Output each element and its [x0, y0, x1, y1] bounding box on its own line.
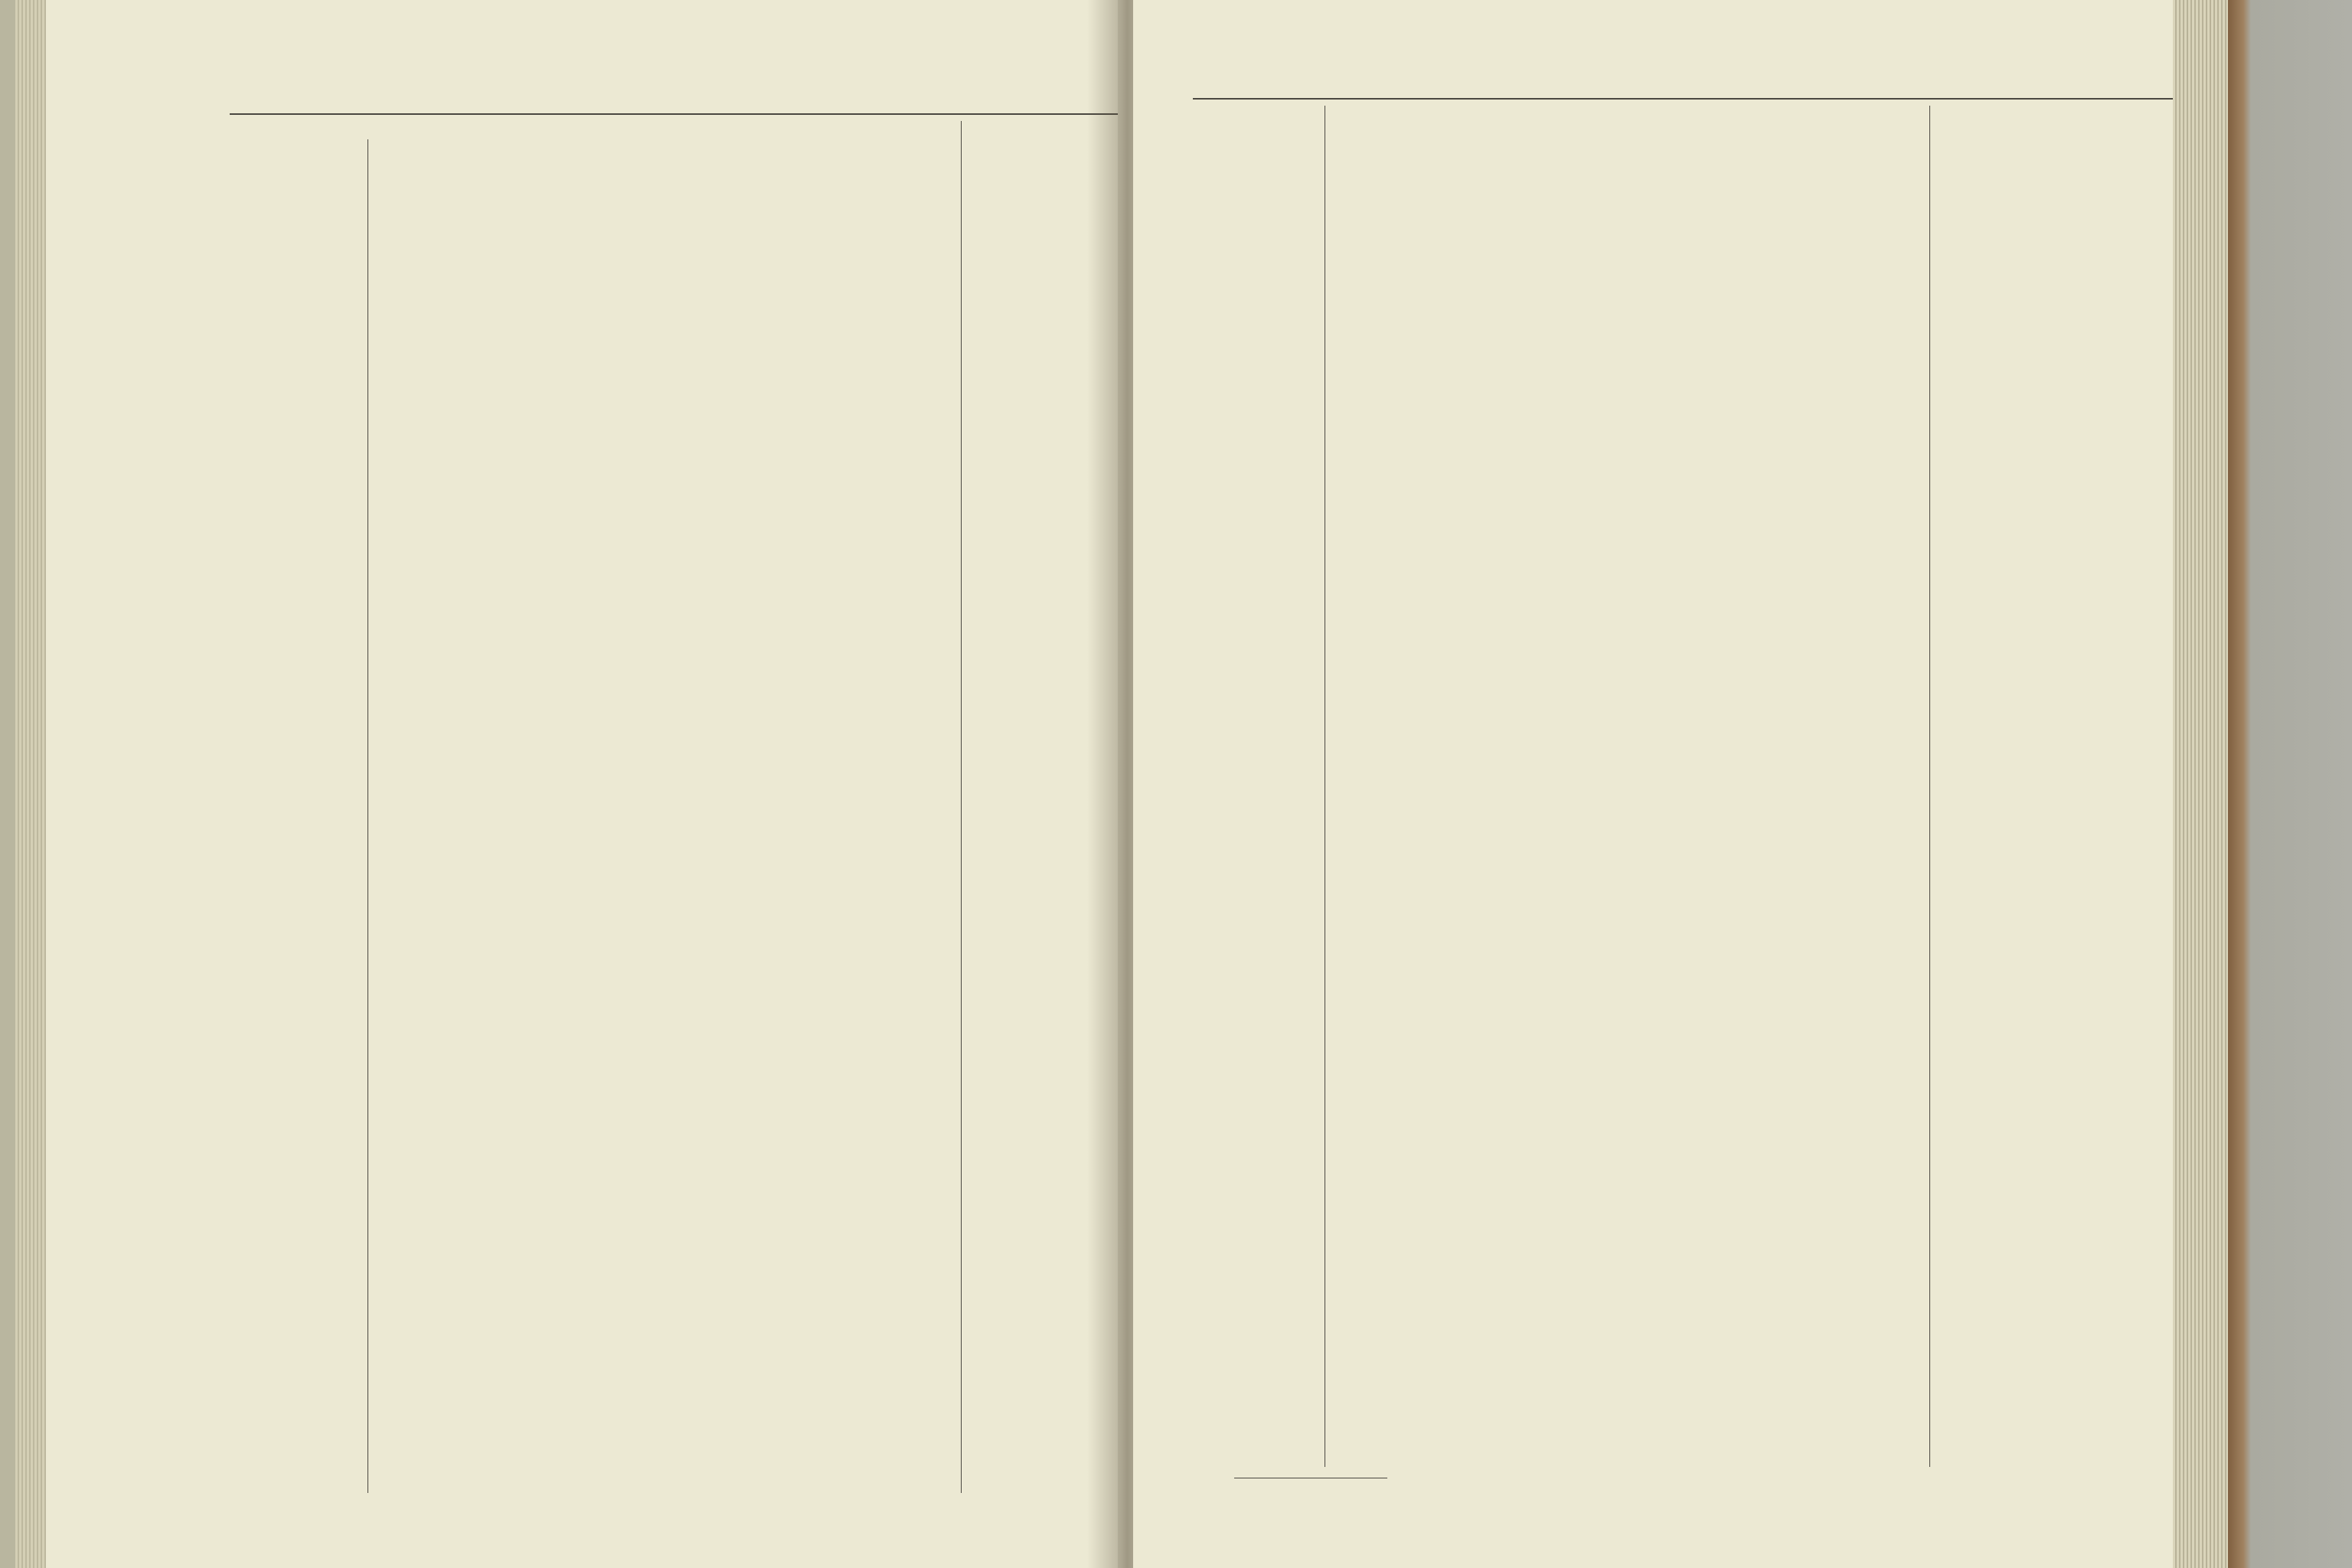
page-edges-left — [15, 0, 46, 1568]
right-table — [1150, 0, 2161, 1531]
book-cover-right — [2228, 0, 2352, 1568]
left-table — [199, 0, 1118, 1531]
left-page — [46, 0, 1118, 1568]
book-cover-left — [0, 0, 15, 1568]
page-edges-right — [2173, 0, 2228, 1568]
right-page — [1133, 0, 2173, 1568]
